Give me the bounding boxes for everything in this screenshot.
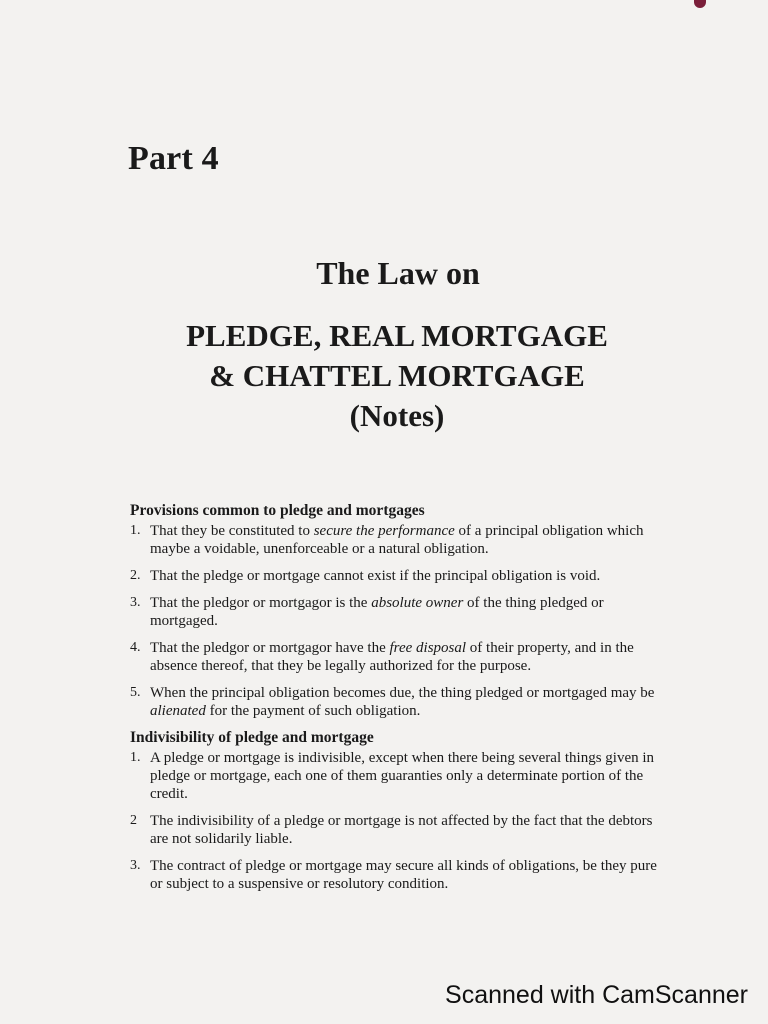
item-text — [150, 684, 658, 720]
item-number: 1. — [130, 523, 141, 538]
list-item — [130, 594, 658, 630]
item-text-a: That they be constituted to — [150, 523, 314, 539]
item-number: 1. — [130, 750, 141, 765]
part-label: Part 4 — [128, 140, 219, 177]
scanner-watermark: Scanned with CamScanner — [445, 981, 748, 1009]
title-block — [0, 255, 768, 436]
list-item — [130, 812, 658, 848]
item-emphasis: absolute owner — [371, 595, 464, 611]
item-emphasis: alienated — [150, 703, 206, 719]
item-text-b: of a principal obligation which maybe a voidable, unenforceable or a natural obligation. — [150, 523, 644, 557]
item-number: 3. — [130, 858, 141, 873]
section-heading-indivisibility: Indivisibility of pledge and mortgage — [130, 729, 374, 746]
item-text — [150, 567, 658, 585]
title-line-3: (Notes) — [349, 398, 445, 433]
list-item — [130, 639, 658, 675]
item-number: 4. — [130, 640, 141, 655]
title-line-1: PLEDGE, REAL MORTGAGE — [186, 318, 608, 353]
item-text-a: That the pledge or mortgage cannot exist if the principal obligation is void. — [150, 568, 601, 584]
item-text-b: of their property, and in the absence thereof, that they be legally authorized for the purpose. — [150, 640, 634, 674]
indivisibility-list — [130, 749, 658, 893]
item-text — [150, 522, 658, 558]
item-text-b: for the payment of such obligation. — [205, 703, 421, 719]
list-item — [130, 857, 658, 893]
section-heading-common: Provisions common to pledge and mortgages — [130, 502, 425, 519]
item-text-a: When the principal obligation becomes due, the thing pledged or mortgaged may be — [150, 685, 655, 701]
item-text-b: of the thing pledged or mortgaged. — [150, 595, 604, 629]
item-text — [150, 594, 658, 630]
list-item — [130, 749, 658, 803]
list-item — [130, 567, 658, 585]
item-number: 5. — [130, 685, 141, 700]
item-emphasis: free disposal — [389, 640, 467, 656]
item-number: 2 — [130, 813, 137, 828]
list-item — [130, 522, 658, 558]
common-provisions-list — [130, 522, 658, 720]
item-text: The indivisibility of a pledge or mortgage is not affected by the fact that the debtors are not solidarily liable. — [150, 813, 653, 847]
item-emphasis: secure the performance — [313, 523, 455, 539]
item-text: The contract of pledge or mortgage may secure all kinds of obligations, be they pure or subject to a suspensive or resolutory condition. — [150, 858, 657, 892]
item-number: 3. — [130, 595, 141, 610]
item-text-a: That the pledgor or mortgagor have the — [150, 640, 390, 656]
item-number: 2. — [130, 568, 141, 583]
list-item — [130, 684, 658, 720]
title-lead: The Law on — [316, 255, 480, 291]
item-text-a: That the pledgor or mortgagor is the — [150, 595, 372, 611]
notes-content — [130, 502, 658, 902]
item-text — [150, 639, 658, 675]
item-text: A pledge or mortgage is indivisible, except when there being several things given in pledge or mortgage, each one of them guaranties only a determinate portion of the credit. — [150, 750, 655, 802]
title-line-2: & CHATTEL MORTGAGE — [209, 358, 585, 393]
corner-mark — [694, 0, 706, 8]
